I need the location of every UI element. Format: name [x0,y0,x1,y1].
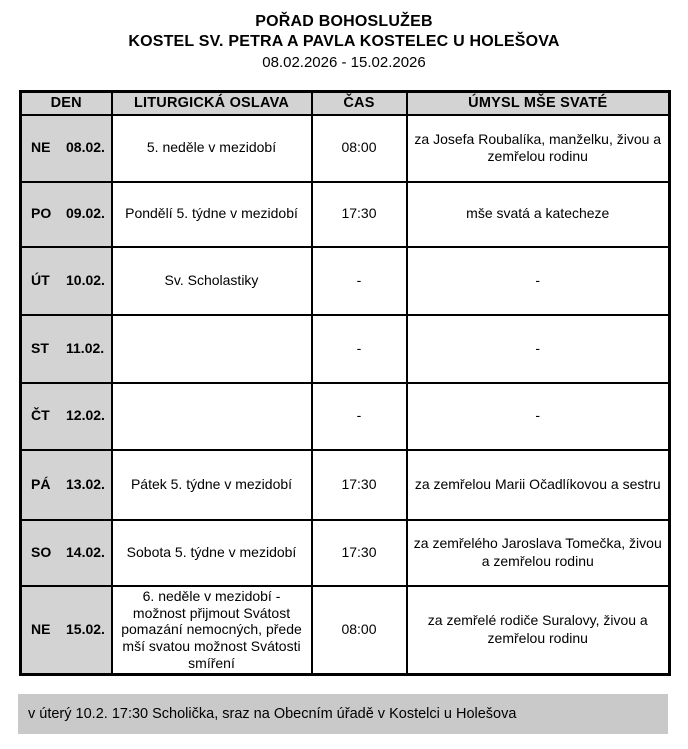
column-header-cas: ČAS [312,92,407,115]
table-row [21,182,670,247]
celebration-cell: Sobota 5. týdne v mezidobí [112,520,312,586]
day-cell [21,182,112,247]
day-abbrev: SO [31,543,52,560]
celebration-cell: Pondělí 5. týdne v mezidobí [112,182,312,247]
intention-cell: za Josefa Roubalíka, manželku, živou a zemřelou rodinu [407,115,670,182]
table-row [21,586,670,675]
time-cell: - [312,383,407,450]
table-row [21,383,670,450]
day-date: 13.02. [66,475,105,492]
day-cell [21,520,112,586]
doc-date-range: 08.02.2026 - 15.02.2026 [262,54,426,71]
day-abbrev: ČT [31,407,50,424]
column-header-liturgicka-oslava: LITURGICKÁ OSLAVA [112,92,312,115]
table-row [21,450,670,520]
table-row [21,520,670,586]
column-header-umysl-mse-svate: ÚMYSL MŠE SVATÉ [407,92,670,115]
celebration-cell: 5. neděle v mezidobí [112,115,312,182]
day-date: 10.02. [66,271,105,288]
celebration-cell [112,315,312,383]
document-header [0,0,688,73]
table-row [21,315,670,383]
footer-note: v úterý 10.2. 17:30 Scholička, sraz na Obecním úřadě v Kostelci u Holešova [18,694,668,734]
day-date: 15.02. [66,621,105,637]
celebration-cell: Pátek 5. týdne v mezidobí [112,450,312,520]
time-cell: 08:00 [312,586,407,675]
time-cell: - [312,315,407,383]
intention-cell: - [407,383,670,450]
day-abbrev: NE [31,621,51,637]
day-abbrev: ÚT [31,271,50,288]
table-row [21,247,670,315]
day-cell [21,450,112,520]
time-cell: - [312,247,407,315]
intention-cell: mše svatá a katecheze [407,182,670,247]
day-abbrev: NE [31,139,51,156]
time-cell: 17:30 [312,520,407,586]
doc-title: POŘAD BOHOSLUŽEB [255,13,433,30]
table-header-row [21,92,670,115]
day-cell [21,383,112,450]
celebration-cell: Sv. Scholastiky [112,247,312,315]
time-cell: 17:30 [312,182,407,247]
intention-cell: - [407,315,670,383]
column-header-den: DEN [21,92,112,115]
day-date: 09.02. [66,205,105,222]
day-abbrev: PÁ [31,475,51,492]
intention-cell: za zemřelého Jaroslava Tomečka, živou a zemřelou rodinu [407,520,670,586]
day-cell [21,247,112,315]
day-cell [21,315,112,383]
intention-cell: za zemřelou Marii Očadlíkovou a sestru [407,450,670,520]
day-cell [21,115,112,182]
time-cell: 17:30 [312,450,407,520]
day-date: 08.02. [66,139,105,156]
celebration-cell: 6. neděle v mezidobí - možnost přijmout Svátost pomazání nemocných, přede mší svatou možnost Svátosti smíření [112,586,312,675]
time-cell: 08:00 [312,115,407,182]
day-abbrev: ST [31,339,49,356]
celebration-cell [112,383,312,450]
day-abbrev: PO [31,205,52,222]
day-date: 12.02. [66,407,105,424]
schedule-table [19,90,671,676]
intention-cell: - [407,247,670,315]
doc-subtitle: KOSTEL SV. PETRA A PAVLA KOSTELEC U HOLEŠOVA [128,33,560,50]
day-cell [21,586,112,675]
table-row [21,115,670,182]
intention-cell: za zemřelé rodiče Suralovy, živou a zemřelou rodinu [407,586,670,675]
day-date: 11.02. [66,339,105,356]
day-date: 14.02. [66,543,105,560]
